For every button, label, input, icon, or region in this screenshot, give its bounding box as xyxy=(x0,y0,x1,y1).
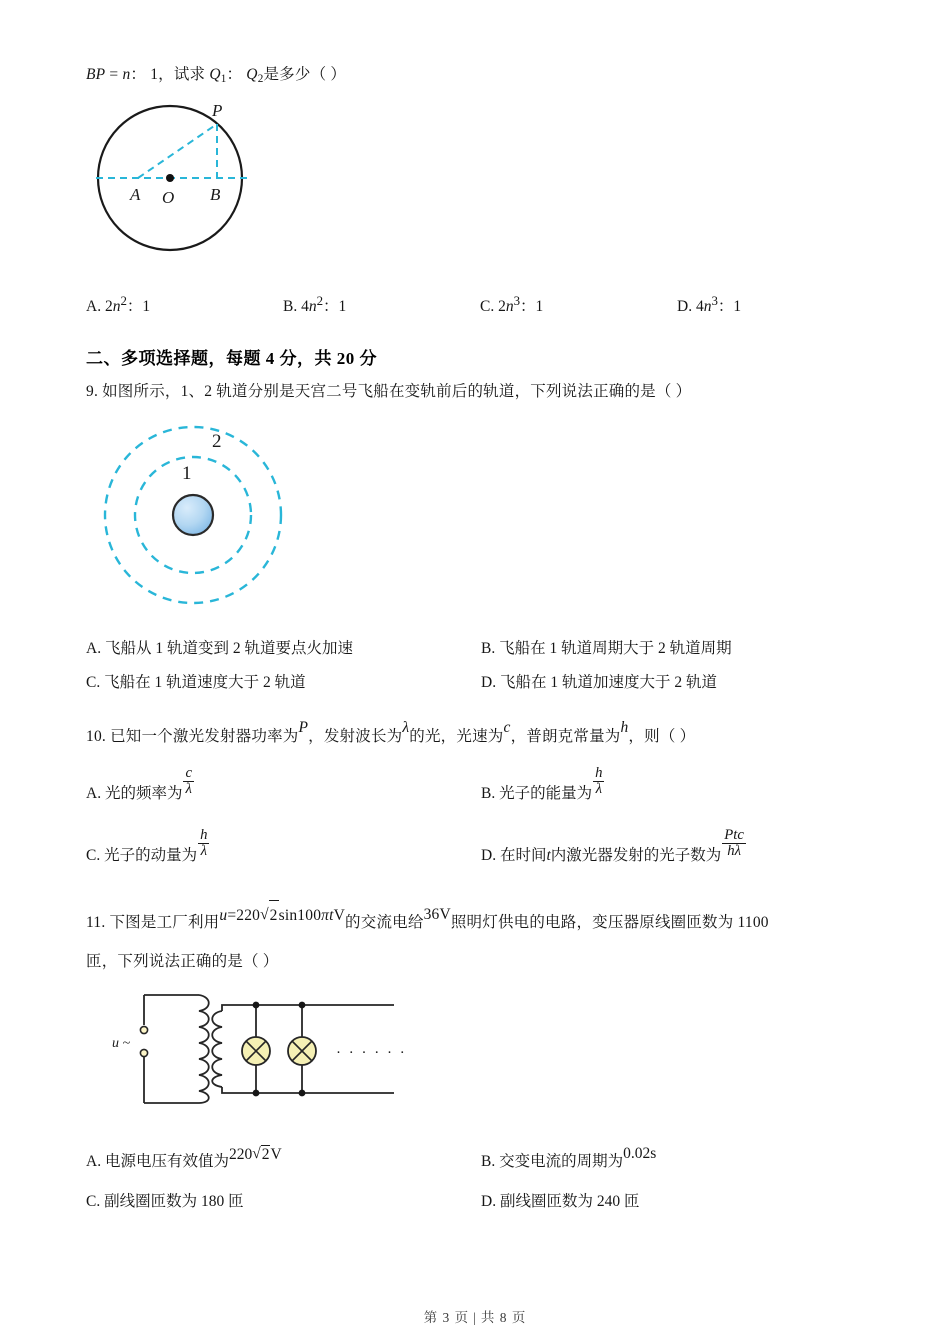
q11-stem-b: 的交流电给 xyxy=(345,913,424,931)
q8-stem-colon2: ： xyxy=(226,66,243,83)
q11-formula-v: V xyxy=(333,907,346,925)
q8-option-d-base: n xyxy=(703,298,712,316)
q11-formula-pi: π xyxy=(321,907,330,925)
q11-option-a-sqrt-val: 2 xyxy=(261,1146,270,1164)
q10-option-a-fraction xyxy=(183,766,194,798)
q10-option-c[interactable] xyxy=(86,826,481,867)
q8-stem-suffix: 是多少（ ） xyxy=(263,66,347,83)
q10-symbol-c: c xyxy=(503,719,511,737)
q8-stem-eq: = xyxy=(109,66,119,83)
page-content xyxy=(86,60,876,1211)
q10-option-b-fraction xyxy=(593,766,604,798)
transformer-circuit xyxy=(104,985,404,1135)
q8-option-c-base: n xyxy=(505,298,514,316)
q8-stem-q1-sub: 1 xyxy=(220,72,227,85)
q8-option-a-ratio: ：1 xyxy=(126,298,151,316)
q11-formula-u xyxy=(219,900,345,930)
q8-option-a[interactable] xyxy=(86,293,283,316)
q11-option-a[interactable] xyxy=(86,1146,481,1171)
q11-option-d-key: D. xyxy=(481,1192,497,1210)
question9-options-row2 xyxy=(86,670,876,692)
q8-option-b-ratio: ：1 xyxy=(323,298,347,316)
q8-stem-q2-sub: 2 xyxy=(257,72,264,85)
q8-stem-bp: BP xyxy=(86,66,106,83)
q8-stem-one: 1，试求 xyxy=(150,66,206,83)
lamp2-node-bottom xyxy=(299,1089,306,1096)
q9-option-d[interactable] xyxy=(481,670,876,692)
footer-separator: | xyxy=(473,1310,477,1325)
q10-option-d-text-pre: 在时间 xyxy=(499,847,547,865)
lamp1-node-bottom xyxy=(253,1089,260,1096)
q11-option-a-unit: V xyxy=(270,1146,282,1164)
q8-stem-colon1: ： xyxy=(130,66,147,83)
q8-option-b[interactable] xyxy=(283,293,480,316)
q8-option-b-base: n xyxy=(308,298,317,316)
q11-stem-a: 下图是工厂利用 xyxy=(109,913,220,931)
q10-stem-b: ，发射波长为 xyxy=(308,727,403,745)
question8-stem xyxy=(86,60,876,90)
q8-option-a-exp: 2 xyxy=(120,292,127,308)
q8-option-d[interactable] xyxy=(677,293,874,316)
q10-option-a-text: 光的频率为 xyxy=(104,785,183,803)
q10-option-b[interactable] xyxy=(481,765,876,805)
q8-option-a-key: A. xyxy=(86,298,102,316)
q10-option-a-denominator: λ xyxy=(183,781,194,797)
q11-option-b[interactable] xyxy=(481,1144,876,1171)
question9-stem xyxy=(86,377,876,406)
question9-stem-text: 如图所示，1、2 轨道分别是天宫二号飞船在变轨前后的轨道，下列说法正确的是（ ） xyxy=(102,383,692,401)
q11-formula-rest: sin100 xyxy=(278,907,322,925)
q8-stem-q1: Q xyxy=(209,66,221,83)
q11-option-a-value xyxy=(229,1145,282,1164)
q11-option-b-value: 0.02s xyxy=(623,1144,657,1162)
orbit-1-label: 1 xyxy=(182,462,192,484)
q10-option-c-numerator: h xyxy=(200,826,208,843)
q11-option-c-text: 副线圈匝数为 180 匝 xyxy=(104,1192,244,1210)
question11-stem-line1 xyxy=(86,907,876,937)
lamp1-node-top xyxy=(253,1001,260,1008)
q8-option-a-coef: 2 xyxy=(104,298,113,316)
q8-option-d-coef: 4 xyxy=(695,298,704,316)
q11-option-c-key: C. xyxy=(86,1192,101,1210)
q11-option-b-key: B. xyxy=(481,1152,496,1170)
lamp2-node-top xyxy=(299,1001,306,1008)
q9-option-d-text: 飞船在 1 轨道加速度大于 2 轨道 xyxy=(499,673,717,691)
q9-option-b[interactable] xyxy=(481,636,876,658)
q10-option-b-key: B. xyxy=(481,785,496,803)
q10-option-b-text: 光子的能量为 xyxy=(499,785,593,803)
q8-option-d-ratio: ：1 xyxy=(717,298,742,316)
secondary-top-rail xyxy=(222,1005,394,1011)
question8-options xyxy=(86,293,876,316)
q10-option-a[interactable] xyxy=(86,765,481,805)
q10-symbol-lambda: λ xyxy=(402,719,410,737)
q11-formula-t: t xyxy=(329,907,334,925)
footer-current-page: 第 3 页 xyxy=(423,1310,470,1325)
q10-stem-e: ，则（ ） xyxy=(628,727,696,745)
q11-option-a-sqrt xyxy=(252,1145,270,1164)
question9-options-row1 xyxy=(86,636,876,658)
question10-options-row2 xyxy=(86,826,876,867)
q8-option-c-exp: 3 xyxy=(513,292,521,308)
center-point-o xyxy=(166,174,174,182)
q11-option-d[interactable] xyxy=(481,1189,876,1211)
q8-option-c-key: C. xyxy=(480,298,495,316)
q10-option-a-numerator: c xyxy=(185,765,193,782)
page-footer xyxy=(0,1306,950,1326)
chord-ap-dashed-line xyxy=(138,124,217,178)
q9-option-a-text: 飞船从 1 轨道变到 2 轨道要点火加速 xyxy=(104,639,353,657)
source-terminal-bottom xyxy=(140,1049,147,1056)
q10-symbol-h: h xyxy=(620,719,629,737)
q9-option-c-text: 飞船在 1 轨道速度大于 2 轨道 xyxy=(104,673,306,691)
q9-option-c[interactable] xyxy=(86,670,481,692)
q11-voltage: 36V xyxy=(423,906,451,924)
source-terminal-top xyxy=(140,1026,147,1033)
q10-option-d-numerator: Ptc xyxy=(724,826,744,843)
q10-option-d-fraction xyxy=(722,828,746,860)
transformer-circuit-svg xyxy=(104,985,404,1135)
q10-option-c-fraction xyxy=(198,828,209,860)
circle-diagram-svg xyxy=(92,96,352,271)
footer-total-pages: 共 8 页 xyxy=(480,1310,527,1325)
q11-formula-sqrt-val: 2 xyxy=(269,900,279,930)
question11-options-row2 xyxy=(86,1189,876,1211)
q11-option-d-text: 副线圈匝数为 240 匝 xyxy=(499,1192,640,1210)
question11-stem-line2: 匝，下列说法正确的是（ ） xyxy=(86,953,279,971)
q10-option-d[interactable] xyxy=(481,826,876,867)
orbit-diagram xyxy=(96,417,326,622)
q11-stem-c: 照明灯供电的电路，变压器原线圈匝数为 1100 xyxy=(450,913,769,931)
q8-option-b-key: B. xyxy=(283,298,298,316)
q9-option-a[interactable] xyxy=(86,636,481,658)
question10-stem xyxy=(86,719,876,751)
q8-option-d-exp: 3 xyxy=(711,292,718,308)
q10-option-b-numerator: h xyxy=(595,765,603,782)
orbit-2-label: 2 xyxy=(212,430,222,452)
q10-option-c-denominator: λ xyxy=(198,843,209,859)
q10-option-d-key: D. xyxy=(481,847,497,865)
secondary-bottom-rail xyxy=(222,1087,394,1093)
q10-option-d-denominator: hλ xyxy=(722,843,746,859)
question11-number: 11. xyxy=(86,913,106,931)
secondary-coil xyxy=(212,1011,222,1087)
q9-option-d-key: D. xyxy=(481,673,497,691)
primary-coil xyxy=(199,995,209,1103)
q9-option-a-key: A. xyxy=(86,639,102,657)
q8-option-d-key: D. xyxy=(677,298,693,316)
label-o: O xyxy=(162,187,175,207)
q8-option-c-coef: 2 xyxy=(498,298,506,316)
q9-option-b-key: B. xyxy=(481,639,496,657)
question10-number: 10. xyxy=(86,727,106,745)
q11-option-c[interactable] xyxy=(86,1189,481,1211)
q10-option-b-denominator: λ xyxy=(593,781,604,797)
planet-body xyxy=(173,495,213,535)
q10-option-d-symbol-t: t xyxy=(546,847,551,865)
q8-stem-n: n xyxy=(122,66,131,83)
q11-formula-u-sym: u xyxy=(219,907,228,925)
label-p: P xyxy=(212,100,223,120)
question10-options-row1 xyxy=(86,765,876,805)
question9-number: 9. xyxy=(86,383,99,401)
q8-stem-q2: Q xyxy=(246,66,258,83)
q10-stem-c: 的光，光速为 xyxy=(409,727,504,745)
label-b: B xyxy=(210,184,221,204)
source-label: u ~ xyxy=(112,1035,131,1051)
q8-option-c[interactable] xyxy=(480,293,677,316)
ellipsis-dots: · · · · · · xyxy=(336,1044,404,1061)
q10-option-d-text-post: 内激光器发射的光子数为 xyxy=(550,847,722,865)
q11-option-a-key: A. xyxy=(86,1152,102,1170)
q10-option-a-key: A. xyxy=(86,785,102,803)
q11-formula-sqrt xyxy=(260,900,278,930)
circle-diagram xyxy=(92,96,352,271)
section-heading-multiple-choice: 二、多项选择题，每题 4 分，共 20 分 xyxy=(86,349,377,369)
q10-stem-d: ，普朗克常量为 xyxy=(510,727,621,745)
q11-formula-eq: =220 xyxy=(227,907,261,925)
q11-option-a-value-pre: 220 xyxy=(228,1146,253,1164)
q10-option-c-key: C. xyxy=(86,847,101,865)
q9-option-b-text: 飞船在 1 轨道周期大于 2 轨道周期 xyxy=(499,639,732,657)
q10-symbol-p: P xyxy=(298,719,309,737)
question11-options-row1 xyxy=(86,1144,876,1171)
q8-option-c-ratio: ：1 xyxy=(520,298,544,316)
q10-option-c-text: 光子的动量为 xyxy=(104,847,198,865)
q9-option-c-key: C. xyxy=(86,673,101,691)
orbit-diagram-svg xyxy=(96,417,326,622)
q10-stem-a: 已知一个激光发射器功率为 xyxy=(110,727,299,745)
q8-option-b-coef: 4 xyxy=(301,298,309,316)
q8-option-a-base: n xyxy=(112,298,121,316)
q11-option-b-text: 交变电流的周期为 xyxy=(499,1152,624,1170)
q11-option-a-text: 电源电压有效值为 xyxy=(104,1152,229,1170)
q8-option-b-exp: 2 xyxy=(316,292,324,308)
label-a: A xyxy=(130,184,141,204)
